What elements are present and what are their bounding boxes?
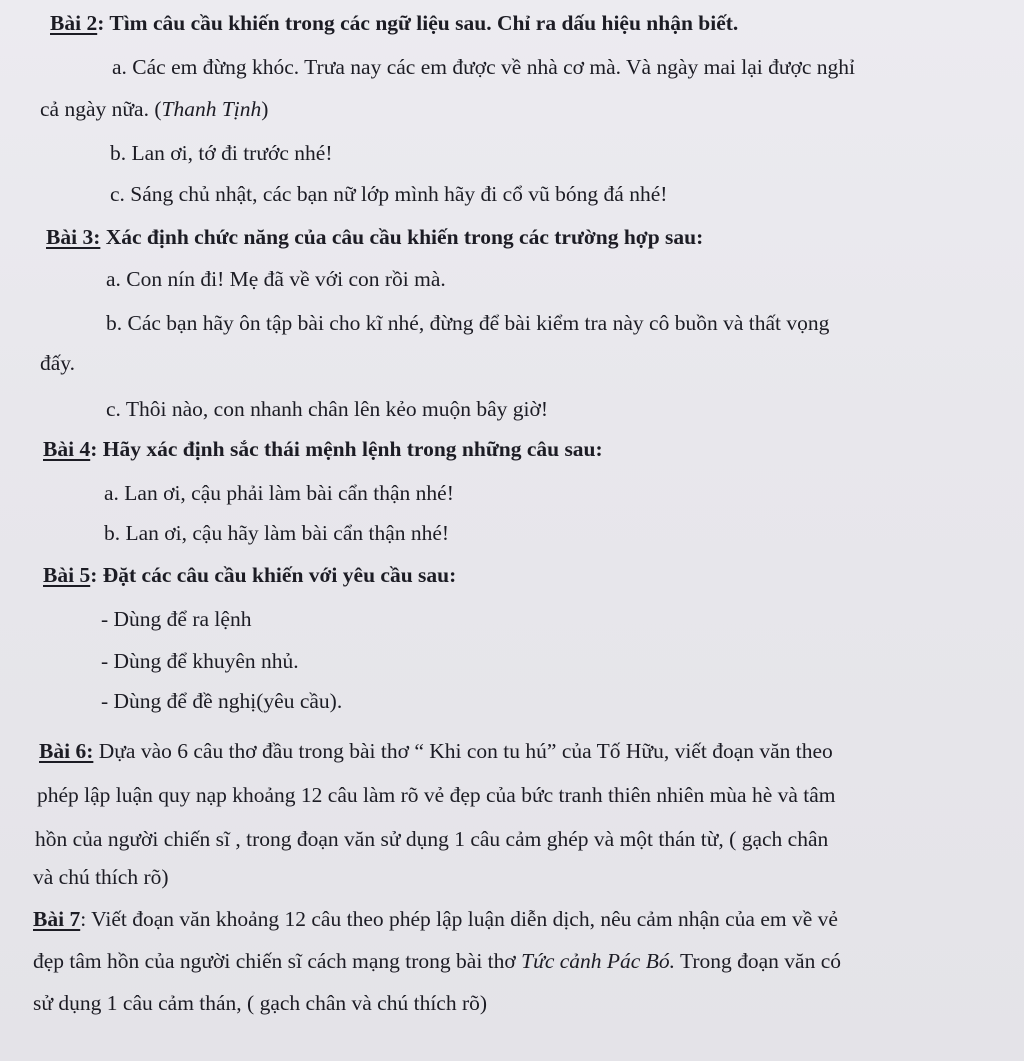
bai6-line2: phép lập luận quy nạp khoảng 12 câu làm rõ vẻ đẹp của bức tranh thiên nhiên mùa hè và tâm <box>37 783 836 807</box>
bai2-heading-text: : Tìm câu cầu khiến trong các ngữ liệu sau. Chỉ ra dấu hiệu nhận biết. <box>97 11 739 35</box>
bai4-item-b: b. Lan ơi, cậu hãy làm bài cẩn thận nhé! <box>104 521 450 545</box>
bai3-heading <box>46 224 703 250</box>
bai7-line2 <box>33 948 841 974</box>
bai6-line4: và chú thích rõ) <box>33 865 169 889</box>
bai2-label: Bài 2 <box>50 11 98 35</box>
bai3-item-b-line2: đấy. <box>40 351 76 375</box>
bai5-item-3: - Dùng để đề nghị(yêu cầu). <box>101 689 343 713</box>
bai2-heading <box>50 10 738 36</box>
bai6-label: Bài 6: <box>39 739 94 763</box>
bai6-line1 <box>39 738 833 764</box>
bai5-item-2: - Dùng để khuyên nhủ. <box>101 649 299 673</box>
bai6-line3: hồn của người chiến sĩ , trong đoạn văn sử dụng 1 câu cảm ghép và một thán từ, ( gạch chân <box>35 827 829 851</box>
bai2-item-b: b. Lan ơi, tớ đi trước nhé! <box>110 141 333 165</box>
bai5-heading <box>43 562 456 588</box>
bai2-item-a-end: ) <box>261 97 269 121</box>
bai2-item-a-line1: a. Các em đừng khóc. Trưa nay các em được về nhà cơ mà. Và ngày mai lại được nghỉ <box>112 55 856 79</box>
bai4-heading-text: : Hãy xác định sắc thái mệnh lệnh trong những câu sau: <box>90 437 603 461</box>
bai4-heading <box>43 436 603 462</box>
bai2-item-c: c. Sáng chủ nhật, các bạn nữ lớp mình hãy đi cổ vũ bóng đá nhé! <box>110 182 668 206</box>
bai7-line1 <box>33 906 838 932</box>
bai5-label: Bài 5 <box>43 563 91 587</box>
bai5-heading-text: : Đặt các câu cầu khiến với yêu cầu sau: <box>90 563 457 587</box>
bai4-item-a: a. Lan ơi, cậu phải làm bài cẩn thận nhé! <box>104 481 454 505</box>
bai6-line1-text: Dựa vào 6 câu thơ đầu trong bài thơ “ Khi con tu hú” của Tố Hữu, viết đoạn văn theo <box>93 739 833 763</box>
bai2-item-a-text: cả ngày nữa. ( <box>40 97 162 121</box>
bai3-item-b-line1: b. Các bạn hãy ôn tập bài cho kĩ nhé, đừng để bài kiểm tra này cô buồn và thất vọng <box>106 311 830 335</box>
bai4-label: Bài 4 <box>43 437 91 461</box>
bai7-line1-text: : Viết đoạn văn khoảng 12 câu theo phép lập luận diễn dịch, nêu cảm nhận của em về vẻ <box>80 907 838 931</box>
bai5-item-1: - Dùng để ra lệnh <box>101 607 252 631</box>
bai7-line2-end: Trong đoạn văn có <box>674 949 842 973</box>
bai7-poem-title: Tức cảnh Pác Bó. <box>521 949 675 973</box>
bai3-heading-text: Xác định chức năng của câu cầu khiến trong các trường hợp sau: <box>100 225 704 249</box>
bai7-line2-text: đẹp tâm hồn của người chiến sĩ cách mạng trong bài thơ <box>33 949 522 973</box>
bai3-item-a: a. Con nín đi! Mẹ đã về với con rồi mà. <box>106 267 446 291</box>
bai3-item-c: c. Thôi nào, con nhanh chân lên kẻo muộn bây giờ! <box>106 397 549 421</box>
bai2-item-a-author: Thanh Tịnh <box>161 97 262 121</box>
bai3-label: Bài 3: <box>46 225 101 249</box>
bai7-line3: sử dụng 1 câu cảm thán, ( gạch chân và chú thích rõ) <box>33 991 488 1015</box>
bai7-label: Bài 7 <box>33 907 81 931</box>
bai2-item-a-line2 <box>40 96 268 122</box>
